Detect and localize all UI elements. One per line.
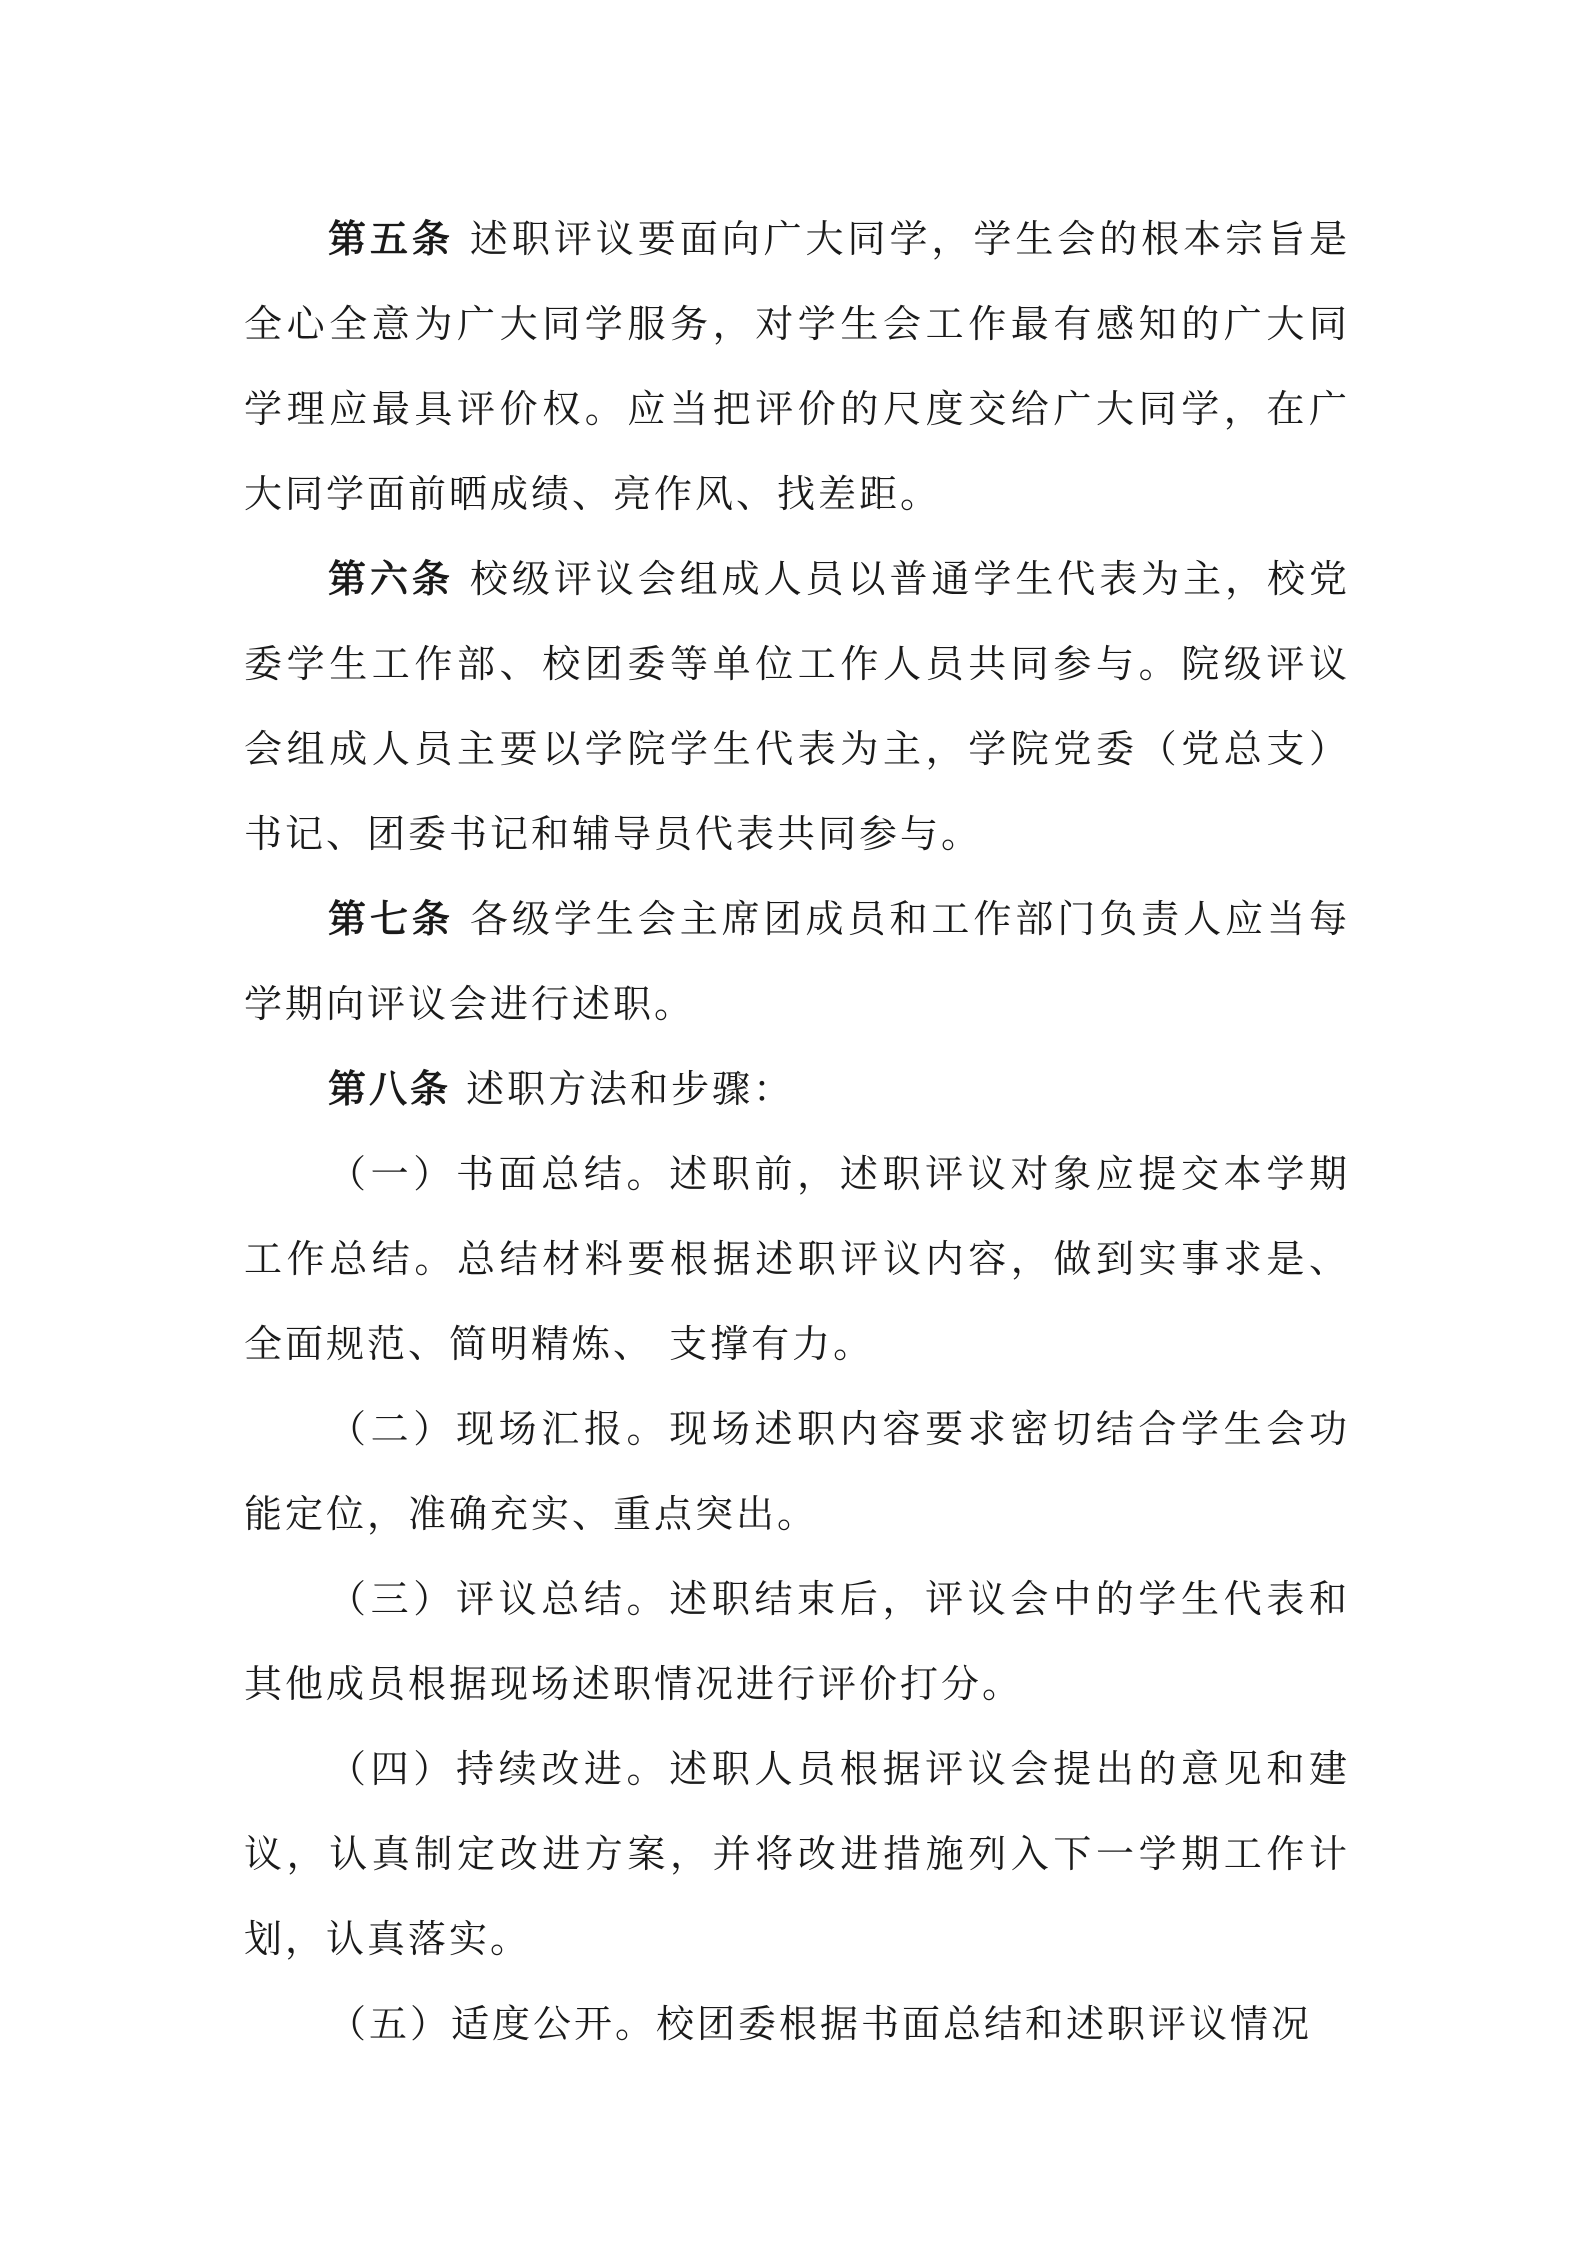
list-item: （一）书面总结。述职前，述职评议对象应提交本学期工作总结。总结材料要根据述职评议内容，做到实事求是、全面规范、简明精炼、 支撑有力。: [244, 1152, 1350, 1366]
article-heading: 第八条: [328, 1067, 452, 1111]
list-item: （二）现场汇报。现场述职内容要求密切结合学生会功能定位，准确充实、重点突出。: [244, 1407, 1350, 1536]
article-text: 述职评议要面向广大同学，学生会的根本宗旨是全心全意为广大同学服务，对学生会工作最有感知的广大同学理应最具评价权。应当把评价的尺度交给广大同学，在广大同学面前晒成绩、亮作风、找差距。: [244, 217, 1350, 516]
article-heading: 第六条: [328, 557, 454, 601]
article-6: [244, 537, 1350, 877]
list-item: （五）适度公开。校团委根据书面总结和述职评议情况: [328, 2002, 1313, 2046]
list-item: （四）持续改进。述职人员根据评议会提出的意见和建议，认真制定改进方案，并将改进措施列入下一学期工作计划，认真落实。: [244, 1747, 1350, 1961]
article-heading: 第五条: [328, 217, 454, 261]
article-text: 各级学生会主席团成员和工作部门负责人应当每学期向评议会进行述职。: [244, 897, 1350, 1026]
article-5: [244, 197, 1350, 537]
document-page: [244, 197, 1350, 2067]
article-text: 校级评议会组成人员以普通学生代表为主，校党委学生工作部、校团委等单位工作人员共同参与。院级评议会组成人员主要以学院学生代表为主，学院党委（党总支）书记、团委书记和辅导员代表共同参与。: [244, 557, 1350, 856]
list-item: （三）评议总结。述职结束后，评议会中的学生代表和其他成员根据现场述职情况进行评价打分。: [244, 1577, 1350, 1706]
article-7: [244, 877, 1350, 1047]
article-text: 述职方法和步骤：: [466, 1067, 795, 1111]
article-heading: 第七条: [328, 897, 454, 941]
article-8: [244, 1047, 1350, 1132]
